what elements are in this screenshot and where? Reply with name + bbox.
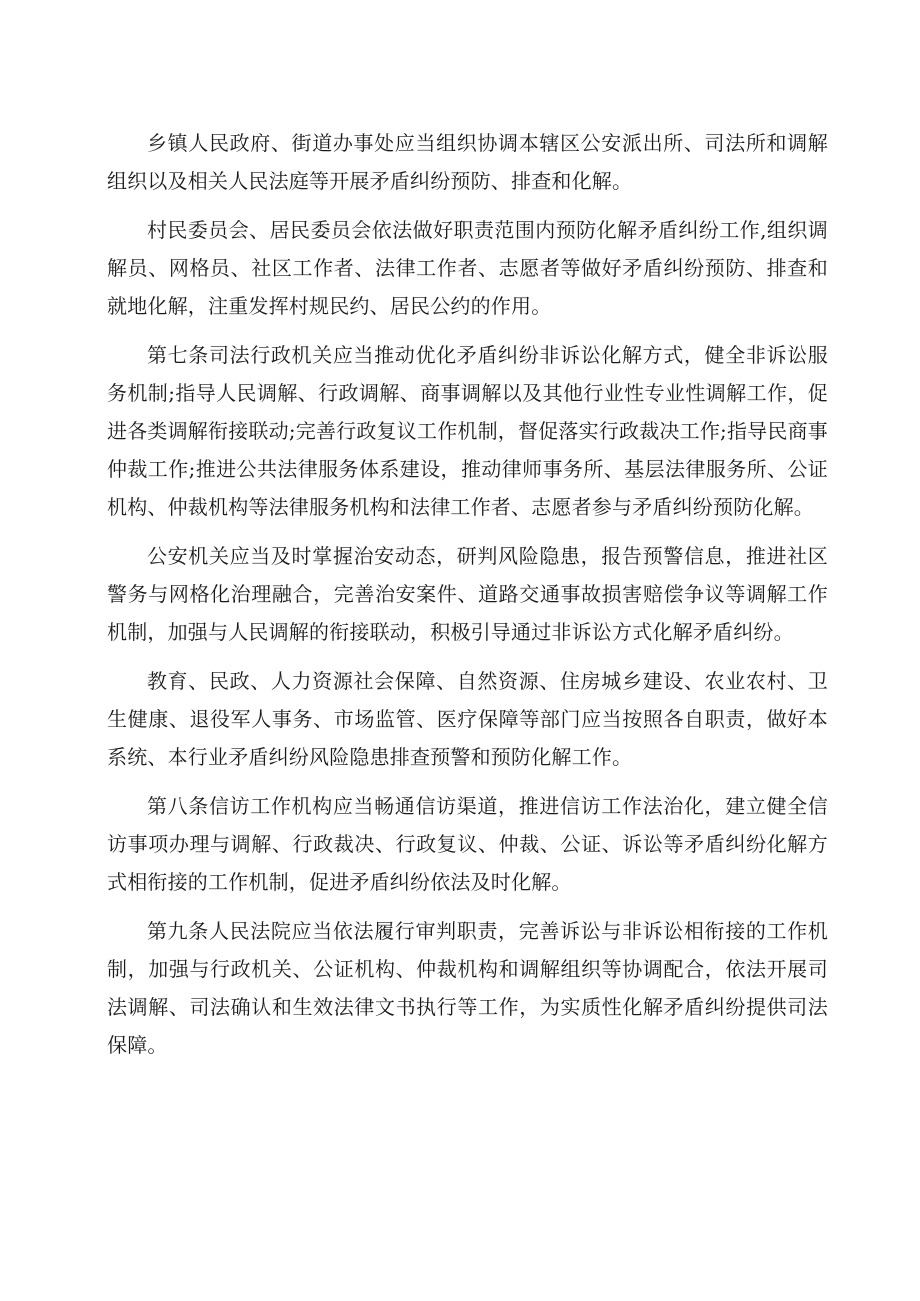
paragraph-township-government: 乡镇人民政府、街道办事处应当组织协调本辖区公安派出所、司法所和调解组织以及相关人民法庭等开展矛盾纠纷预防、排查和化解。 — [107, 131, 828, 193]
paragraph-public-security: 公安机关应当及时掌握治安动态，研判风险隐患，报告预警信息，推进社区警务与网格化治理融合，完善治安案件、道路交通事故损害赔偿争议等调解工作机制，加强与人民调解的衔接联动，积极引导通过非诉讼方式化解矛盾纠纷。 — [107, 544, 828, 644]
paragraph-article-8-petitions: 第八条信访工作机构应当畅通信访渠道，推进信访工作法治化，建立健全信访事项办理与调解、行政裁决、行政复议、仲裁、公证、诉讼等矛盾纠纷化解方式相衔接的工作机制，促进矛盾纠纷依法及时化解。 — [107, 794, 828, 894]
paragraph-article-9-courts: 第九条人民法院应当依法履行审判职责，完善诉讼与非诉讼相衔接的工作机制，加强与行政机关、公证机构、仲裁机构和调解组织等协调配合，依法开展司法调解、司法确认和生效法律文书执行等工作，为实质性化解矛盾纠纷提供司法保障。 — [107, 919, 828, 1057]
paragraph-government-departments: 教育、民政、人力资源社会保障、自然资源、住房城乡建设、农业农村、卫生健康、退役军人事务、市场监管、医疗保障等部门应当按照各自职责，做好本系统、本行业矛盾纠纷风险隐患排查预警和预防化解工作。 — [107, 669, 828, 769]
paragraph-village-committees: 村民委员会、居民委员会依法做好职责范围内预防化解矛盾纠纷工作,组织调解员、网格员、社区工作者、法律工作者、志愿者等做好矛盾纠纷预防、排查和就地化解，注重发挥村规民约、居民公约的作用。 — [107, 218, 828, 318]
paragraph-article-7-judicial-administration: 第七条司法行政机关应当推动优化矛盾纠纷非诉讼化解方式，健全非诉讼服务机制;指导人民调解、行政调解、商事调解以及其他行业性专业性调解工作，促进各类调解衔接联动;完善行政复议工作机制，督促落实行政裁决工作;指导民商事仲裁工作;推进公共法律服务体系建设，推动律师事务所、基层法律服务所、公证机构、仲裁机构等法律服务机构和法律工作者、志愿者参与矛盾纠纷预防化解。 — [107, 343, 828, 519]
